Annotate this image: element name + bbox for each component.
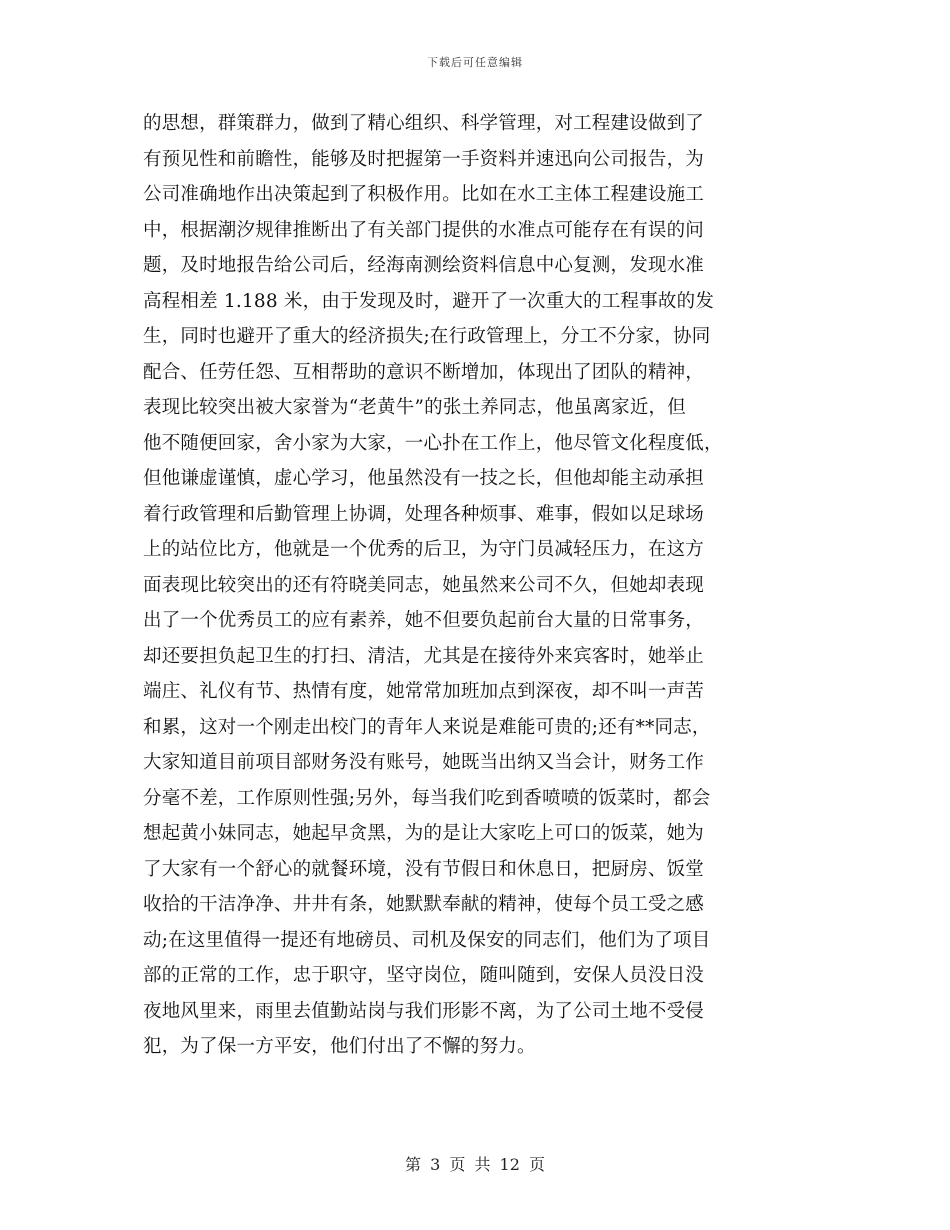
body-line: 想起黄小妹同志，她起早贪黑，为的是让大家吃上可口的饭菜，她为 [143, 823, 705, 844]
body-line: 他不随便回家，舍小家为大家，一心扑在工作上，他尽管文化程度低， [143, 432, 723, 454]
body-line: 却还要担负起卫生的打扫、清洁，尤其是在接待外来宾客时，她举止 [143, 645, 705, 667]
body-line: 上的站位比方，他就是一个优秀的后卫，为守门员减轻压力，在这方 [143, 539, 705, 560]
body-line: 有预见性和前瞻性，能够及时把握第一手资料并速迅向公司报告，为 [143, 148, 705, 170]
body-line: 生，同时也避开了重大的经济损失;在行政管理上，分工不分家，协同 [143, 326, 711, 347]
body-line: 着行政管理和后勤管理上协调，处理各种烦事、难事，假如以足球场 [143, 503, 705, 525]
body-line: 高程相差 1.188 米，由于发现及时，避开了一次重大的工程事故的发 [143, 290, 715, 312]
body-line: 公司准确地作出决策起到了积极作用。比如在水工主体工程建设施工 [143, 184, 705, 205]
body-line: 出了一个优秀员工的应有素养，她不但要负起前台大量的日常事务， [143, 610, 705, 631]
body-line: 收拾的干洁净净、井井有条，她默默奉献的精神，使每个员工受之感 [143, 894, 705, 915]
body-line: 部的正常的工作，忠于职守，坚守岗位，随叫随到，安保人员没日没 [143, 965, 705, 986]
page-header: 下载后可任意编辑 [427, 56, 523, 69]
body-line: 了大家有一个舒心的就餐环境，没有节假日和休息日，把厨房、饭堂 [143, 858, 705, 880]
page-number: 第 3 页 共 12 页 [405, 1155, 545, 1174]
body-line: 表现比较突出被大家誉为“老黄牛”的张土养同志，他虽离家近，但 [143, 397, 686, 418]
body-line: 面表现比较突出的还有符晓美同志，她虽然来公司不久，但她却表现 [143, 574, 705, 596]
document-body [143, 106, 813, 1065]
body-line: 中，根据潮汐规律推断出了有关部门提供的水准点可能存在有误的问 [143, 219, 705, 241]
body-line: 和累，这对一个刚走出校门的青年人来说是难能可贵的;还有**同志， [143, 716, 711, 738]
body-line: 动;在这里值得一提还有地磅员、司机及保安的同志们，他们为了项目 [143, 929, 711, 951]
body-line: 配合、任劳任怨、互相帮助的意识不断增加，体现出了团队的精神， [143, 361, 705, 383]
body-line: 夜地风里来，雨里去值勤站岗与我们形影不离，为了公司土地不受侵 [143, 1000, 705, 1022]
body-line: 大家知道目前项目部财务没有账号，她既当出纳又当会计，财务工作 [143, 752, 705, 773]
body-line: 题，及时地报告给公司后，经海南测绘资料信息中心复测，发现水准 [143, 255, 705, 276]
body-line: 的思想，群策群力，做到了精心组织、科学管理，对工程建设做到了 [143, 113, 705, 134]
body-line: 犯，为了保一方平安，他们付出了不懈的努力。 [143, 1036, 536, 1057]
body-line: 端庄、礼仪有节、热情有度，她常常加班加点到深夜，却不叫一声苦 [143, 681, 705, 702]
body-line: 分毫不差，工作原则性强;另外，每当我们吃到香喷喷的饭菜时，都会 [143, 787, 711, 809]
body-line: 但他谦虚谨慎，虚心学习，他虽然没有一技之长，但他却能主动承担 [143, 468, 705, 489]
